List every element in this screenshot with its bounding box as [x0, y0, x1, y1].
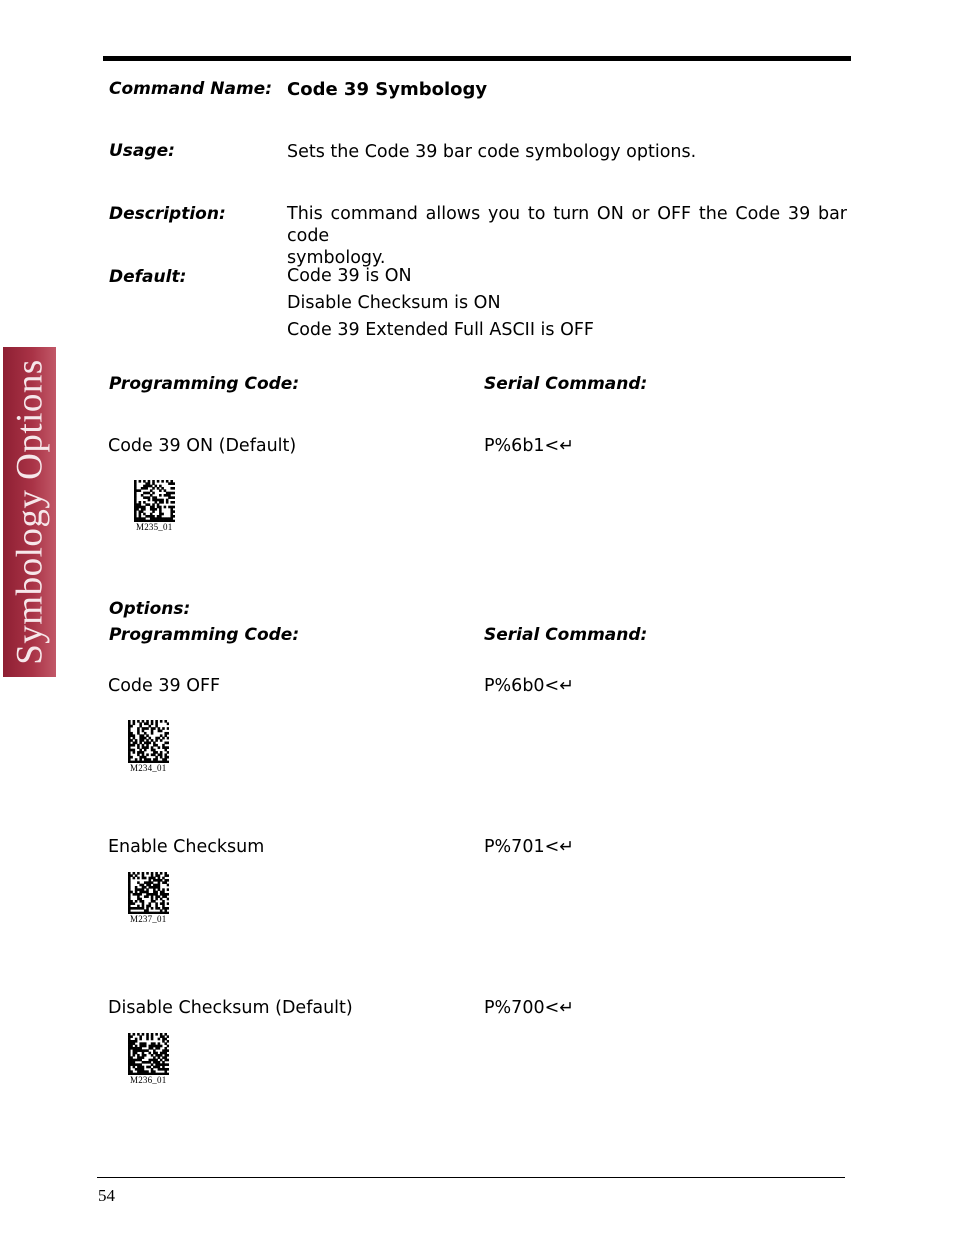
- datamatrix-barcode: [128, 1033, 169, 1085]
- command-name-label: Command Name:: [109, 79, 272, 99]
- datamatrix-symbol: [128, 720, 169, 763]
- default-2: Disable Checksum is ON: [287, 293, 501, 313]
- top-rule: [103, 56, 851, 61]
- command-name: Code 39 Symbology: [287, 79, 488, 100]
- barcode-caption: M237_01: [130, 914, 167, 924]
- bottom-rule: [97, 1177, 845, 1178]
- serial-command-header: Serial Command:: [484, 625, 648, 645]
- barcode-caption: M234_01: [130, 763, 167, 773]
- programming-code-header: Programming Code:: [109, 374, 300, 394]
- datamatrix-barcode: [128, 720, 169, 773]
- datamatrix-symbol: [134, 480, 175, 522]
- datamatrix-symbol: [128, 872, 169, 914]
- usage-text: Sets the Code 39 bar code symbology options.: [287, 142, 697, 162]
- barcode-caption: M235_01: [136, 522, 173, 532]
- usage-label: Usage:: [109, 141, 175, 161]
- datamatrix-barcode: [128, 872, 169, 924]
- entry-label: Enable Checksum: [108, 837, 265, 857]
- options-label: Options:: [109, 599, 191, 619]
- description-line-1: This command allows you to turn ON or OFF the Code 39 bar code: [287, 204, 847, 246]
- description-line-2: symbology.: [287, 248, 386, 268]
- entry-label: Code 39 OFF: [108, 676, 221, 696]
- side-tab-label: Symbology Options: [9, 359, 50, 665]
- description-text: [287, 203, 847, 269]
- entry-command: P%6b0<↵: [484, 676, 574, 696]
- datamatrix-barcode: [134, 480, 175, 532]
- entry-command: P%700<↵: [484, 998, 574, 1018]
- default-1: Code 39 is ON: [287, 266, 412, 286]
- serial-command-header: Serial Command:: [484, 374, 648, 394]
- entry-label: Code 39 ON (Default): [108, 436, 297, 456]
- entry-command: P%701<↵: [484, 837, 574, 857]
- default-3: Code 39 Extended Full ASCII is OFF: [287, 320, 594, 340]
- barcode-caption: M236_01: [130, 1075, 167, 1085]
- default-label: Default:: [109, 267, 187, 287]
- datamatrix-symbol: [128, 1033, 169, 1075]
- page-number: 54: [98, 1186, 115, 1205]
- entry-label: Disable Checksum (Default): [108, 998, 353, 1018]
- programming-code-header: Programming Code:: [109, 625, 300, 645]
- side-tab: [3, 347, 56, 677]
- description-label: Description:: [109, 204, 226, 224]
- entry-command: P%6b1<↵: [484, 436, 574, 456]
